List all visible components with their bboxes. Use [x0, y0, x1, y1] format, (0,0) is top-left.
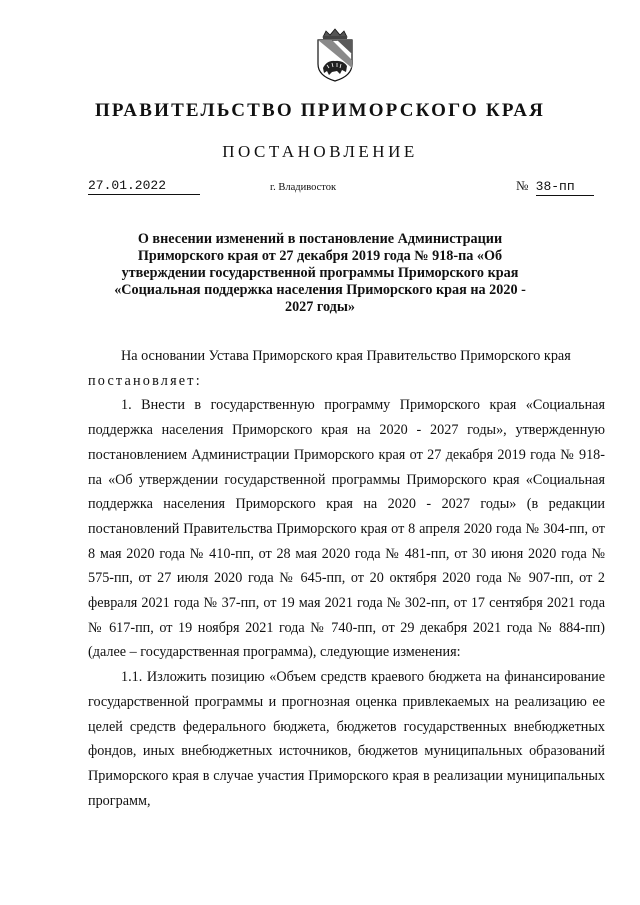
document-body: [88, 344, 605, 813]
government-title: ПРАВИТЕЛЬСТВО ПРИМОРСКОГО КРАЯ: [94, 100, 546, 121]
paragraph-1-1: 1.1. Изложить позицию «Объем средств краевого бюджета на финансирование государственной программы и прогнозная оценка привлекаемых на реализацию ее целей средств федерального бюджета, бюджетов государственных внебюджетных фондов, иных внебюджетных источников, бюджетов муниципальных образований Приморского края в случае участия Приморского края в реализации муниципальных программ,: [88, 669, 605, 809]
document-type: ПОСТАНОВЛЕНИЕ: [222, 142, 418, 161]
paragraph-1: 1. Внести в государственную программу Приморского края «Социальная поддержка населения Приморского края на 2020 - 2027 годы», утвержденную постановлением Администрации Приморского края от 27 декабря 2019 года № 918-па «Об утверждении государственной программы Приморского края «Социальная поддержка населения Приморского края на 2020 - 2027 годы» (в редакции постановлений Правительства Приморского края от 8 апреля 2020 года № 304-пп, от 8 мая 2020 года № 410-пп, от 28 мая 2020 года № 481-пп, от 30 июня 2020 года № 575-пп, от 27 июля 2020 года № 645-пп, от 20 октября 2020 года № 907-пп, от 2 февраля 2021 года № 37-пп, от 19 мая 2021 года № 302-пп, от 17 сентября 2021 года № 617-пп, от 19 ноября 2021 года № 740-пп, от 29 декабря 2021 года № 884-пп) (далее – государственная программа), следующие изменения:: [88, 397, 605, 661]
coat-of-arms-emblem: [315, 28, 355, 82]
document-date: 27.01.2022: [88, 178, 200, 195]
intro-paragraph: На основании Устава Приморского края Правительство Приморского края: [121, 348, 571, 364]
coat-of-arms-icon: [315, 28, 355, 82]
resolution-word: постановляет:: [88, 372, 202, 389]
document-meta-row: [0, 178, 640, 202]
number-label: №: [516, 178, 529, 193]
document-city: г. Владивосток: [270, 182, 337, 193]
document-number-block: [516, 178, 594, 196]
document-subject: О внесении изменений в постановление Администрации Приморского края от 27 декабря 2019 года № 918-па «Об утверждении государственной программы Приморского края «Социальная поддержка населения Приморского края на 2020 - 2027 годы»: [114, 231, 526, 315]
document-number: 38-пп: [536, 179, 594, 196]
